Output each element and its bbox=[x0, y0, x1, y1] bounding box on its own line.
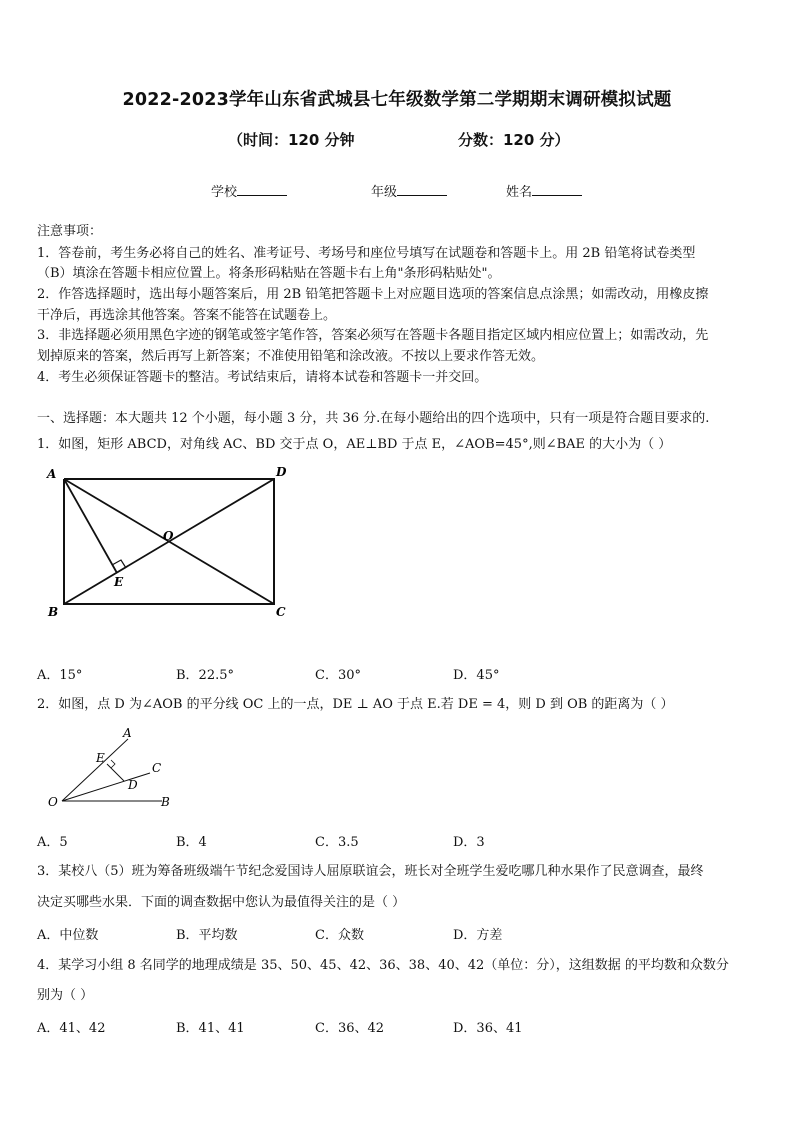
q1-option-d[interactable]: D．45° bbox=[453, 668, 500, 683]
point-O: O bbox=[48, 795, 58, 809]
point-D: D bbox=[128, 778, 138, 792]
point-E: E bbox=[96, 751, 105, 765]
q4-option-a[interactable]: A．41、42 bbox=[37, 1021, 106, 1036]
note-line: （B）填涂在答题卡相应位置上。将条形码粘贴在答题卡右上角"条形码粘贴处"。 bbox=[37, 266, 501, 281]
question-3-stem-line: 决定买哪些水果．下面的调查数据中您认为最值得关注的是（ ） bbox=[37, 895, 406, 910]
grade-field bbox=[371, 181, 447, 200]
point-O: O bbox=[163, 529, 174, 543]
school-field bbox=[211, 181, 287, 200]
q3-option-a[interactable]: A．中位数 bbox=[37, 928, 99, 943]
q2-option-d[interactable]: D．3 bbox=[453, 835, 485, 850]
note-line: 4．考生必须保证答题卡的整洁。考试结束后，请将本试卷和答题卡一并交回。 bbox=[37, 370, 488, 385]
point-A: A bbox=[123, 726, 132, 740]
note-line: 2．作答选择题时，选出每小题答案后，用 2B 铅笔把答题卡上对应题目选项的答案信息点涂黑；如需改动，用橡皮擦 bbox=[37, 287, 709, 302]
exam-time: （时间：120 分钟 bbox=[228, 131, 355, 149]
name-blank bbox=[532, 183, 582, 196]
q3-option-d[interactable]: D．方差 bbox=[453, 928, 503, 943]
question-2-figure bbox=[40, 725, 190, 815]
question-3-stem-line: 3．某校八（5）班为筹备班级端午节纪念爱国诗人屈原联谊会，班长对全班学生爱吃哪几种水果作了民意调查，最终 bbox=[37, 864, 704, 879]
note-line: 1．答卷前，考生务必将自己的姓名、准考证号、考场号和座位号填写在试题卷和答题卡上。用 2B 铅笔将试卷类型 bbox=[37, 246, 696, 261]
point-B: B bbox=[48, 605, 59, 619]
q3-option-b[interactable]: B．平均数 bbox=[176, 928, 238, 943]
point-D: D bbox=[276, 465, 287, 479]
point-C: C bbox=[152, 761, 162, 775]
question-4-stem-line: 4．某学习小组 8 名同学的地理成绩是 35、50、45、42、36、38、40、42（单位：分），这组数据 的平均数和众数分 bbox=[37, 958, 729, 973]
exam-title: 2022-2023学年山东省武城县七年级数学第二学期期末调研模拟试题 bbox=[122, 90, 672, 110]
exam-score: 分数：120 分） bbox=[458, 131, 570, 149]
q2-option-a[interactable]: A．5 bbox=[37, 835, 68, 850]
question-2-stem: 2．如图，点 D 为∠AOB 的平分线 OC 上的一点，DE ⊥ AO 于点 E.若 DE = 4，则 D 到 OB 的距离为（ ） bbox=[37, 697, 674, 712]
note-line: 划掉原来的答案，然后再写上新答案；不准使用铅笔和涂改液。不按以上要求作答无效。 bbox=[37, 349, 545, 364]
q4-option-c[interactable]: C．36、42 bbox=[315, 1021, 385, 1036]
question-1-figure bbox=[40, 462, 300, 622]
point-A: A bbox=[47, 467, 57, 481]
point-E: E bbox=[114, 575, 124, 589]
q2-option-b[interactable]: B．4 bbox=[176, 835, 207, 850]
q4-option-b[interactable]: B．41、41 bbox=[176, 1021, 245, 1036]
grade-blank bbox=[397, 183, 447, 196]
q4-option-d[interactable]: D．36、41 bbox=[453, 1021, 523, 1036]
point-B: B bbox=[161, 795, 170, 809]
name-label: 姓名 bbox=[506, 185, 533, 200]
question-1-stem: 1．如图，矩形 ABCD，对角线 AC、BD 交于点 O，AE⊥BD 于点 E，∠AOB=45°,则∠BAE 的大小为（ ） bbox=[37, 437, 672, 452]
note-line: 3．非选择题必须用黑色字迹的钢笔或签字笔作答，答案必须写在答题卡各题目指定区域内相应位置上；如需改动，先 bbox=[37, 328, 709, 343]
section-heading: 一、选择题：本大题共 12 个小题，每小题 3 分，共 36 分.在每小题给出的四个选项中，只有一项是符合题目要求的. bbox=[37, 411, 710, 426]
school-blank bbox=[237, 183, 287, 196]
notes-heading: 注意事项： bbox=[37, 224, 103, 239]
point-C: C bbox=[276, 605, 286, 619]
q2-option-c[interactable]: C．3.5 bbox=[315, 835, 359, 850]
school-label: 学校 bbox=[211, 185, 238, 200]
q1-option-a[interactable]: A．15° bbox=[37, 668, 83, 683]
q1-option-b[interactable]: B．22.5° bbox=[176, 668, 234, 683]
q3-option-c[interactable]: C．众数 bbox=[315, 928, 364, 943]
note-line: 干净后，再选涂其他答案。答案不能答在试题卷上。 bbox=[37, 308, 337, 323]
question-4-stem-line: 别为（ ） bbox=[37, 988, 94, 1003]
grade-label: 年级 bbox=[371, 185, 398, 200]
q1-option-c[interactable]: C．30° bbox=[315, 668, 361, 683]
name-field bbox=[506, 181, 582, 200]
